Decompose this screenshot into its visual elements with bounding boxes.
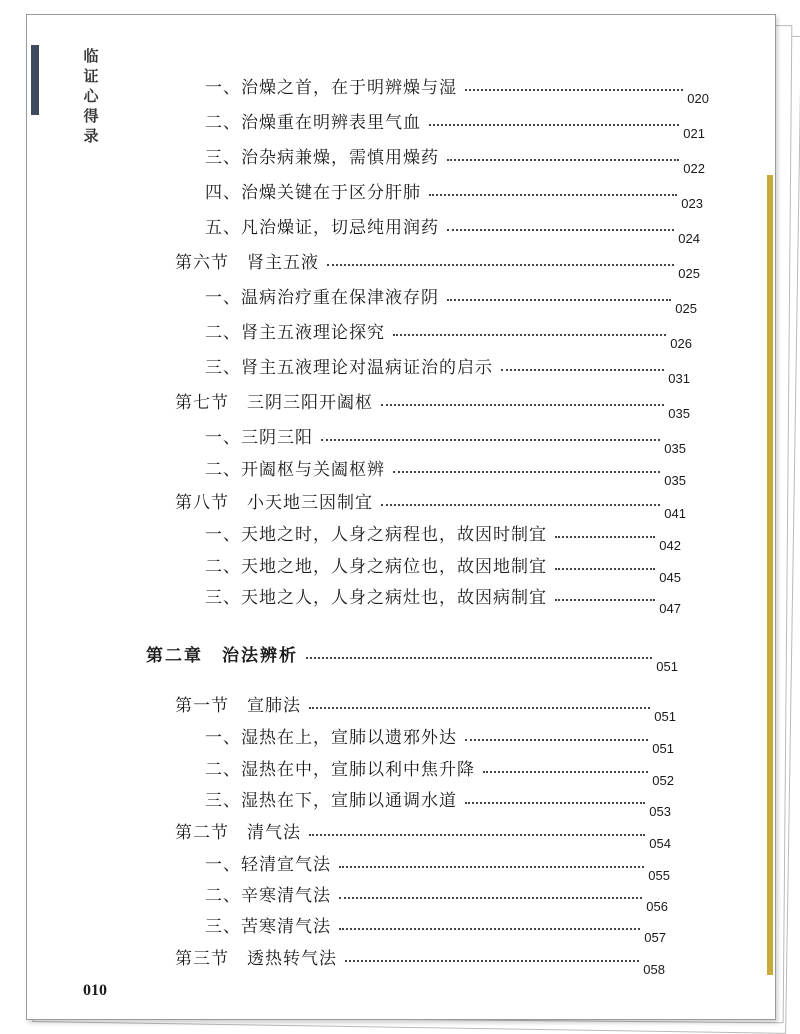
dot-leader xyxy=(465,802,645,804)
header-char: 心 xyxy=(83,87,99,105)
toc-item-row xyxy=(205,549,681,585)
toc-item-row xyxy=(205,210,700,246)
dot-leader xyxy=(429,194,677,196)
toc-entry-page: 035 xyxy=(668,406,690,421)
toc-entry-title: 第二节 清气法 xyxy=(175,823,301,843)
toc-entry-page: 051 xyxy=(652,741,674,756)
toc-entry-title: 二、辛寒清气法 xyxy=(205,886,331,906)
toc-entry-title: 二、治燥重在明辨表里气血 xyxy=(205,113,421,133)
toc-item-row xyxy=(205,350,690,386)
toc-item-row xyxy=(205,847,670,883)
toc-entry-title: 第八节 小天地三因制宜 xyxy=(175,493,373,513)
toc-entry-page: 047 xyxy=(659,601,681,616)
toc-entry-title: 三、治杂病兼燥，需慎用燥药 xyxy=(205,148,439,168)
dot-leader xyxy=(306,657,652,659)
header-char: 得 xyxy=(83,107,99,125)
toc-entry-title: 一、温病治疗重在保津液存阴 xyxy=(205,288,439,308)
toc-entry-title: 二、天地之地，人身之病位也，故因地制宜 xyxy=(205,557,547,577)
dot-leader xyxy=(327,264,674,266)
toc-entry-page: 054 xyxy=(649,836,671,851)
toc-item-row xyxy=(205,878,668,914)
toc-entry-title: 一、轻清宣气法 xyxy=(205,855,331,875)
toc-entry-page: 024 xyxy=(678,231,700,246)
toc-item-row xyxy=(205,315,692,351)
toc-entry-title: 四、治燥关键在于区分肝肺 xyxy=(205,183,421,203)
toc-entry-page: 055 xyxy=(648,868,670,883)
dot-leader xyxy=(381,504,660,506)
toc-entry-page: 051 xyxy=(656,659,678,674)
toc-entry-page: 035 xyxy=(664,473,686,488)
toc-entry-title: 一、天地之时，人身之病程也，故因时制宜 xyxy=(205,525,547,545)
toc-item-row xyxy=(205,720,674,756)
toc-entry-title: 第三节 透热转气法 xyxy=(175,949,337,969)
toc-entry-title: 五、凡治燥证，切忌纯用润药 xyxy=(205,218,439,238)
dot-leader xyxy=(465,89,683,91)
toc-entry-title: 二、湿热在中，宣肺以利中焦升降 xyxy=(205,760,475,780)
toc-chapter-row xyxy=(146,638,678,674)
toc-entry-page: 051 xyxy=(654,709,676,724)
toc-item-row xyxy=(205,140,705,176)
dot-leader xyxy=(555,536,655,538)
toc-section-row xyxy=(175,245,700,281)
toc-entry-page: 058 xyxy=(643,962,665,977)
toc-entry-page: 025 xyxy=(678,266,700,281)
toc-entry-page: 045 xyxy=(659,570,681,585)
cover-edge-right xyxy=(767,175,773,975)
dot-leader xyxy=(393,471,660,473)
dot-leader xyxy=(381,404,664,406)
dot-leader xyxy=(321,439,660,441)
toc-entry-title: 三、天地之人，人身之病灶也，故因病制宜 xyxy=(205,588,547,608)
toc-entry-title: 一、治燥之首，在于明辨燥与湿 xyxy=(205,78,457,98)
toc-entry-title: 第二章 治法辨析 xyxy=(146,646,298,666)
running-header xyxy=(80,46,102,146)
toc-entry-title: 一、湿热在上，宣肺以遗邪外达 xyxy=(205,728,457,748)
toc-entry-page: 022 xyxy=(683,161,705,176)
toc-entry-page: 056 xyxy=(646,899,668,914)
dot-leader xyxy=(339,866,644,868)
toc-entry-page: 023 xyxy=(681,196,703,211)
dot-leader xyxy=(339,928,640,930)
dot-leader xyxy=(393,334,666,336)
toc-entry-title: 二、肾主五液理论探究 xyxy=(205,323,385,343)
toc-entry-page: 041 xyxy=(664,506,686,521)
toc-item-row xyxy=(205,175,703,211)
toc-entry-title: 第七节 三阴三阳开阖枢 xyxy=(175,393,373,413)
toc-entry-title: 三、湿热在下，宣肺以通调水道 xyxy=(205,791,457,811)
dot-leader xyxy=(309,834,645,836)
dot-leader xyxy=(447,229,674,231)
header-char: 临 xyxy=(83,47,99,65)
toc-item-row xyxy=(205,752,674,788)
toc-entry-page: 021 xyxy=(683,126,705,141)
dot-leader xyxy=(447,159,679,161)
dot-leader xyxy=(555,599,655,601)
toc-entry-page: 026 xyxy=(670,336,692,351)
toc-entry-page: 025 xyxy=(675,301,697,316)
toc-section-row xyxy=(175,688,676,724)
toc-entry-page: 053 xyxy=(649,804,671,819)
dot-leader xyxy=(483,771,648,773)
toc-entry-title: 二、开阖枢与关阖枢辨 xyxy=(205,460,385,480)
toc-entry-page: 042 xyxy=(659,538,681,553)
toc-item-row xyxy=(205,105,705,141)
toc-entry-title: 第六节 肾主五液 xyxy=(175,253,319,273)
toc-entry-page: 052 xyxy=(652,773,674,788)
toc-item-row xyxy=(205,420,686,456)
toc-section-row xyxy=(175,941,665,977)
toc-entry-title: 三、苦寒清气法 xyxy=(205,917,331,937)
toc-item-row xyxy=(205,452,686,488)
header-char: 证 xyxy=(83,67,99,85)
toc-section-row xyxy=(175,815,671,851)
toc-entry-page: 035 xyxy=(664,441,686,456)
toc-section-row xyxy=(175,485,686,521)
toc-entry-page: 031 xyxy=(668,371,690,386)
toc-entry-page: 057 xyxy=(644,930,666,945)
toc-section-row xyxy=(175,385,690,421)
dot-leader xyxy=(339,897,642,899)
toc-item-row xyxy=(205,517,681,553)
toc-item-row xyxy=(205,580,681,616)
dot-leader xyxy=(465,739,648,741)
header-char: 录 xyxy=(83,127,99,145)
toc-entry-title: 三、肾主五液理论对温病证治的启示 xyxy=(205,358,493,378)
dot-leader xyxy=(345,960,639,962)
cover-edge-left xyxy=(31,45,39,115)
page-number: 010 xyxy=(83,982,107,999)
dot-leader xyxy=(309,707,650,709)
toc-item-row xyxy=(205,783,671,819)
toc-item-row xyxy=(205,909,666,945)
dot-leader xyxy=(501,369,664,371)
toc-item-row xyxy=(205,280,697,316)
dot-leader xyxy=(447,299,671,301)
dot-leader xyxy=(429,124,679,126)
toc-entry-title: 第一节 宣肺法 xyxy=(175,696,301,716)
dot-leader xyxy=(555,568,655,570)
toc-entry-page: 020 xyxy=(687,91,709,106)
toc-item-row xyxy=(205,70,709,106)
toc-entry-title: 一、三阴三阳 xyxy=(205,428,313,448)
